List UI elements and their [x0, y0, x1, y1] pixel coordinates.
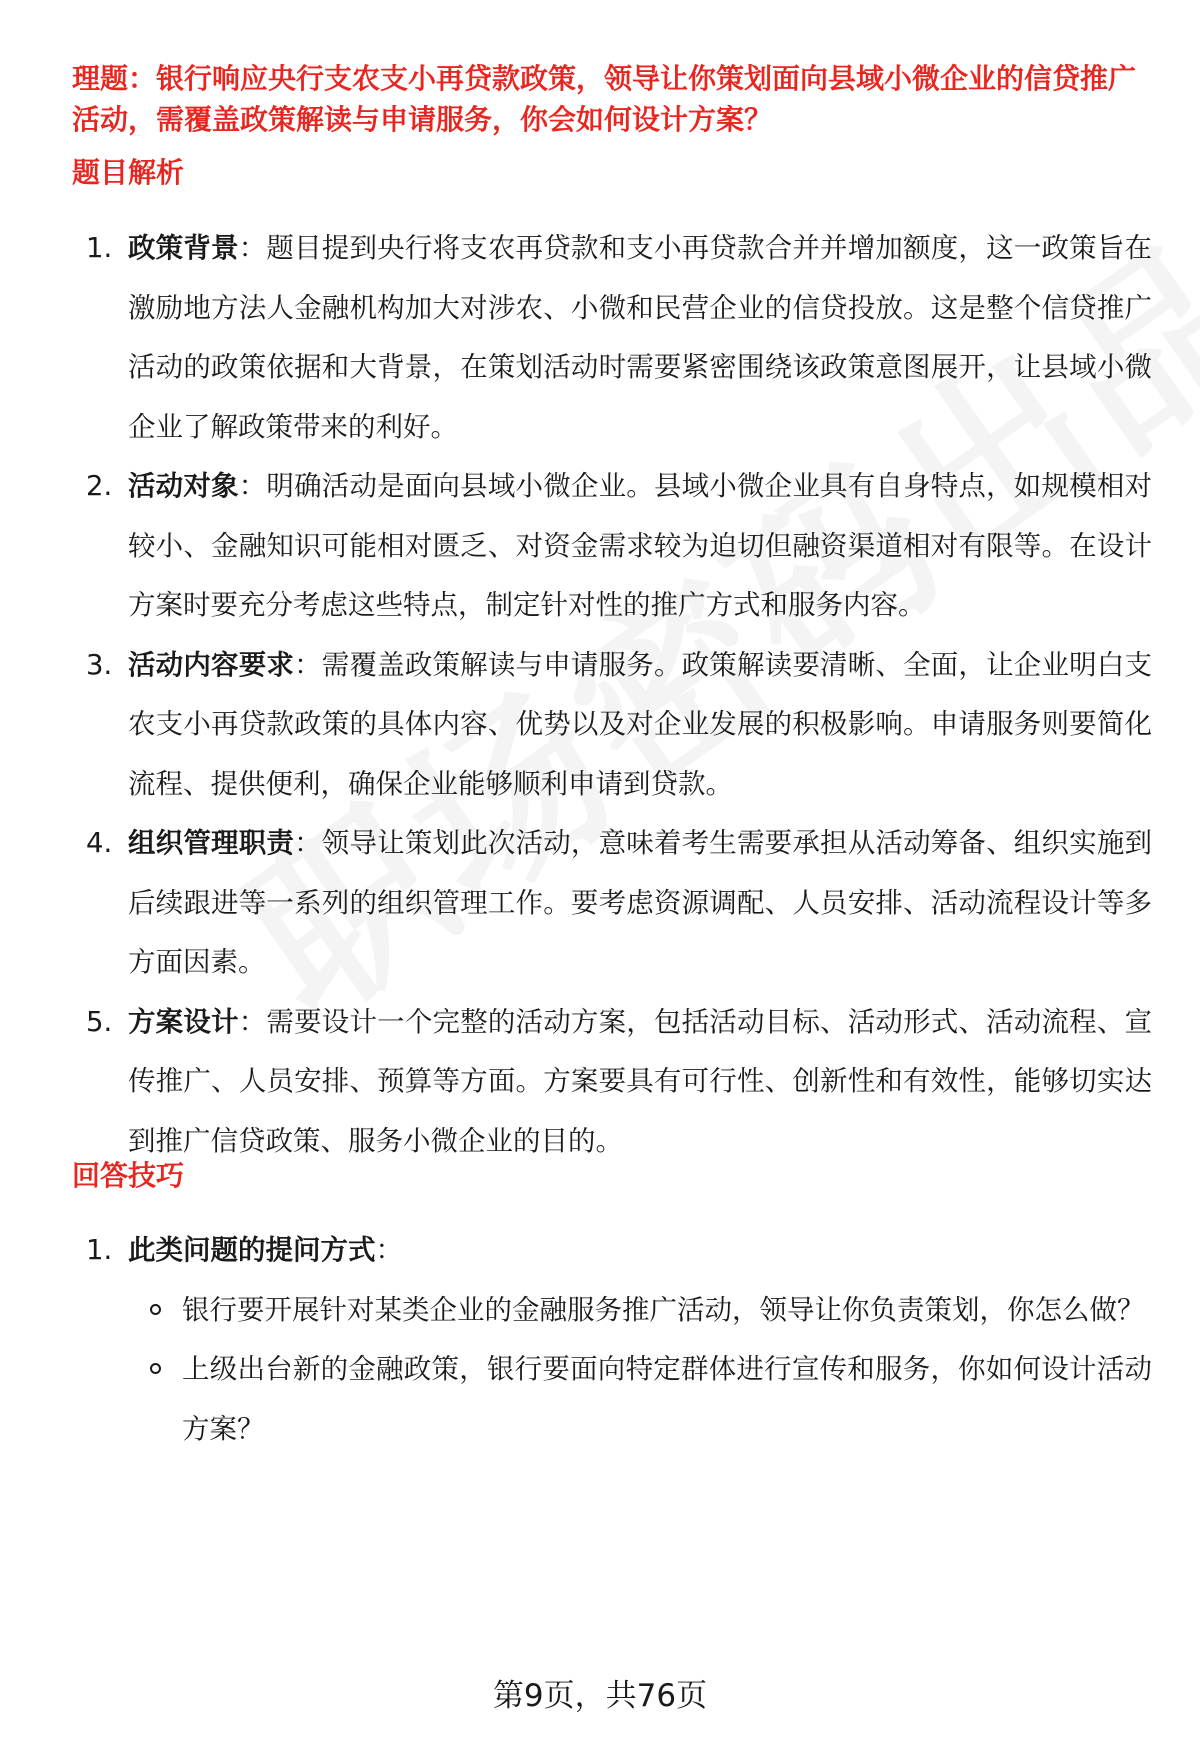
analysis-list — [72, 219, 1152, 1171]
item-text: ：题目提到央行将支农再贷款和支小再贷款合并并增加额度，这一政策旨在激励地方法人金融机构加大对涉农、小微和民营企业的信贷投放。这是整个信贷推广活动的政策依据和大背景，在策划活动时需要紧密围绕该政策意图展开，让县域小微企业了解政策带来的利好。 — [128, 232, 1153, 443]
circle-bullet-icon — [150, 1304, 161, 1315]
item-term: 此类问题的提问方式 — [128, 1234, 376, 1266]
tips-list — [72, 1221, 1152, 1459]
question-title: 理题：银行响应央行支农支小再贷款政策，领导让你策划面向县域小微企业的信贷推广活动，需覆盖政策解读与申请服务，你会如何设计方案？ — [72, 62, 1137, 136]
item-number: 1. — [86, 1234, 113, 1266]
item-number: 1. — [86, 232, 113, 264]
analysis-item — [72, 993, 1152, 1172]
item-term: 活动内容要求 — [128, 648, 295, 681]
sublist-text: 银行要开展针对某类企业的金融服务推广活动，领导让你负责策划，你怎么做？ — [182, 1293, 1145, 1326]
tips-item — [72, 1221, 1152, 1459]
item-term: 活动对象 — [128, 470, 239, 502]
analysis-heading: 题目解析 — [72, 156, 185, 189]
item-text: ：明确活动是面向县域小微企业。县域小微企业具有自身特点，如规模相对较小、金融知识可能相对匮乏、对资金需求较为迫切但融资渠道相对有限等。在设计方案时要充分考虑这些特点，制定针对性的推广方式和服务内容。 — [128, 470, 1153, 621]
circle-bullet-icon — [150, 1363, 161, 1374]
analysis-item — [72, 219, 1152, 457]
item-number: 5. — [86, 1005, 113, 1038]
sublist-item — [128, 1340, 1152, 1459]
sublist-item — [128, 1281, 1152, 1341]
page-footer: 第9页，共76页 — [492, 1678, 708, 1714]
analysis-item — [72, 636, 1152, 815]
analysis-item — [72, 457, 1152, 636]
item-text: ：领导让策划此次活动，意味着考生需要承担从活动筹备、组织实施到后续跟进等一系列的组织管理工作。要考虑资源调配、人员安排、活动流程设计等多方面因素。 — [128, 827, 1153, 978]
item-text: ： — [375, 1234, 403, 1266]
tips-sublist — [128, 1281, 1152, 1460]
item-term: 组织管理职责 — [128, 827, 295, 859]
item-term: 政策背景 — [128, 232, 239, 264]
item-text: ：需要设计一个完整的活动方案，包括活动目标、活动形式、活动流程、宣传推广、人员安排、预算等方面。方案要具有可行性、创新性和有效性，能够切实达到推广信贷政策、服务小微企业的目的。 — [128, 1005, 1153, 1157]
tips-heading: 回答技巧 — [72, 1159, 185, 1192]
item-number: 4. — [86, 827, 113, 859]
item-number: 3. — [86, 648, 113, 681]
item-term: 方案设计 — [128, 1005, 239, 1038]
item-text: ：需覆盖政策解读与申请服务。政策解读要清晰、全面，让企业明白支农支小再贷款政策的具体内容、优势以及对企业发展的积极影响。申请服务则要简化流程、提供便利，确保企业能够顺利申请到贷款。 — [128, 648, 1153, 800]
analysis-item — [72, 814, 1152, 993]
item-number: 2. — [86, 470, 113, 502]
sublist-text: 上级出台新的金融政策，银行要面向特定群体进行宣传和服务，你如何设计活动方案？ — [182, 1353, 1152, 1445]
